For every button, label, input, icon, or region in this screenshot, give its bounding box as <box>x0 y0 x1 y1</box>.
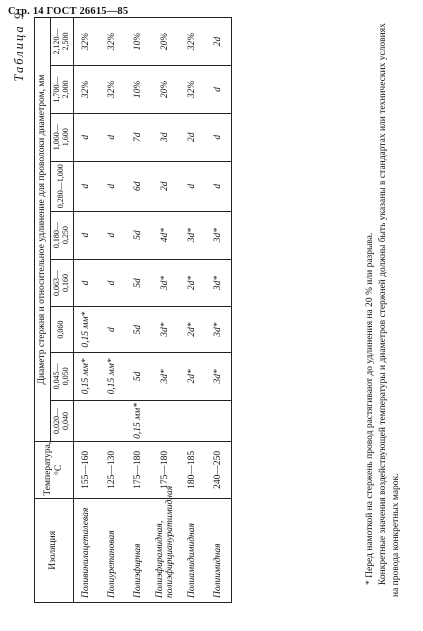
cell-value: 5d <box>126 307 152 353</box>
cell-value: d <box>73 211 100 259</box>
cell-value: 20% <box>152 66 180 114</box>
cell-value: 32% <box>100 18 126 66</box>
header-temperature: Температура, °С <box>35 442 74 499</box>
header-diameter: 2,120—2,500 <box>50 18 73 66</box>
cell-value: 3d* <box>205 211 232 259</box>
cell-value <box>100 400 126 441</box>
cell-value: 3d* <box>205 259 232 307</box>
cell-insulation: Полиэфирамидная, полиэфирциануратимидная <box>152 498 180 602</box>
cell-value: d <box>179 161 205 211</box>
cell-value: 20% <box>152 18 180 66</box>
header-diameter: 1,700—2,000 <box>50 66 73 114</box>
cell-value: 3d* <box>205 353 232 401</box>
cell-temperature: 175—180 <box>126 442 152 499</box>
header-diameter: 0,180—0,250 <box>50 211 73 259</box>
cell-value: 2d* <box>179 259 205 307</box>
header-diameter: 0,063—0,160 <box>50 259 73 307</box>
cell-insulation: Полиэфирная <box>126 498 152 602</box>
page-header: Стр. 14 ГОСТ 26615—85 <box>8 6 129 17</box>
cell-value: 32% <box>73 18 100 66</box>
cell-insulation: Полиамидимидная <box>179 498 205 602</box>
cell-value: 3d* <box>152 307 180 353</box>
cell-value: d <box>205 66 232 114</box>
cell-value: 5d <box>126 353 152 401</box>
header-diameter: 0,045—0,050 <box>50 353 73 401</box>
cell-value: 5d <box>126 211 152 259</box>
cell-value: d <box>100 307 126 353</box>
table-row <box>73 18 100 603</box>
cell-value: 2d <box>205 18 232 66</box>
cell-value: d <box>205 113 232 161</box>
footnote-asterisk: * Перед намоткой на стержень провод растягивают до удлинения на 20 % или разрыва. <box>365 232 375 585</box>
header-diameter: 1,060—1,600 <box>50 113 73 161</box>
header-insulation: Изоляция <box>35 498 74 602</box>
cell-temperature: 180—185 <box>179 442 205 499</box>
cell-temperature: 125—130 <box>100 442 126 499</box>
cell-value: 4d* <box>152 211 180 259</box>
cell-value: 10% <box>126 18 152 66</box>
cell-value: 7d <box>126 113 152 161</box>
cell-value: 0,15 мм* <box>73 353 100 401</box>
cell-value: 3d <box>152 113 180 161</box>
header-diameter: 0,060 <box>50 307 73 353</box>
footnotes <box>364 17 402 597</box>
cell-value: 10% <box>126 66 152 114</box>
cell-insulation: Полиуретановая <box>100 498 126 602</box>
cell-value: 32% <box>73 66 100 114</box>
cell-value: 32% <box>100 66 126 114</box>
cell-temperature: 240—250 <box>205 442 232 499</box>
cell-value: 3d* <box>152 353 180 401</box>
table-body <box>73 18 232 603</box>
cell-value <box>152 400 180 441</box>
cell-insulation: Поливинилацеталевая <box>73 498 100 602</box>
rotated-table-block <box>12 9 412 619</box>
cell-value: d <box>73 161 100 211</box>
cell-value: 2d* <box>179 307 205 353</box>
cell-value: d <box>100 161 126 211</box>
cell-value: 3d* <box>179 211 205 259</box>
header-diameter: 0,280—1,000 <box>50 161 73 211</box>
cell-value <box>205 400 232 441</box>
table-title: Таблица 9 <box>12 11 26 82</box>
cell-value: d <box>100 259 126 307</box>
cell-value: d <box>73 259 100 307</box>
header-diameter-group: Диаметр стержня и относительное удлинение для проволоки диаметром, мм <box>35 18 51 442</box>
cell-value: 5d <box>126 259 152 307</box>
cell-insulation: Полиимидная <box>205 498 232 602</box>
cell-value: 3d* <box>152 259 180 307</box>
table-row <box>126 18 152 603</box>
cell-value: 0,15 мм* <box>126 400 152 441</box>
table-row <box>205 18 232 603</box>
cell-temperature: 155—160 <box>73 442 100 499</box>
cell-value <box>179 400 205 441</box>
table-row <box>100 18 126 603</box>
cell-value: 2d <box>152 161 180 211</box>
cell-value: d <box>100 113 126 161</box>
cell-value: 6d <box>126 161 152 211</box>
cell-value: 2d* <box>179 353 205 401</box>
cell-value: 32% <box>179 66 205 114</box>
cell-value: d <box>73 113 100 161</box>
data-table <box>34 17 232 603</box>
footnote-note: Конкретные значения воздействующей температуры и диаметров стержней должны быть указаны в стандартах или технических условиях на провода конкретных марок. <box>377 23 401 597</box>
cell-value: d <box>100 211 126 259</box>
cell-temperature: 175—180 <box>152 442 180 499</box>
cell-value: 0,15 мм* <box>100 353 126 401</box>
table-row <box>152 18 180 603</box>
cell-value: d <box>205 161 232 211</box>
table-row <box>179 18 205 603</box>
cell-value: 0,15 мм* <box>73 307 100 353</box>
cell-value <box>73 400 100 441</box>
cell-value: 32% <box>179 18 205 66</box>
cell-value: 2d <box>179 113 205 161</box>
cell-value: 3d* <box>205 307 232 353</box>
header-diameter: 0,020—0,040 <box>50 400 73 441</box>
